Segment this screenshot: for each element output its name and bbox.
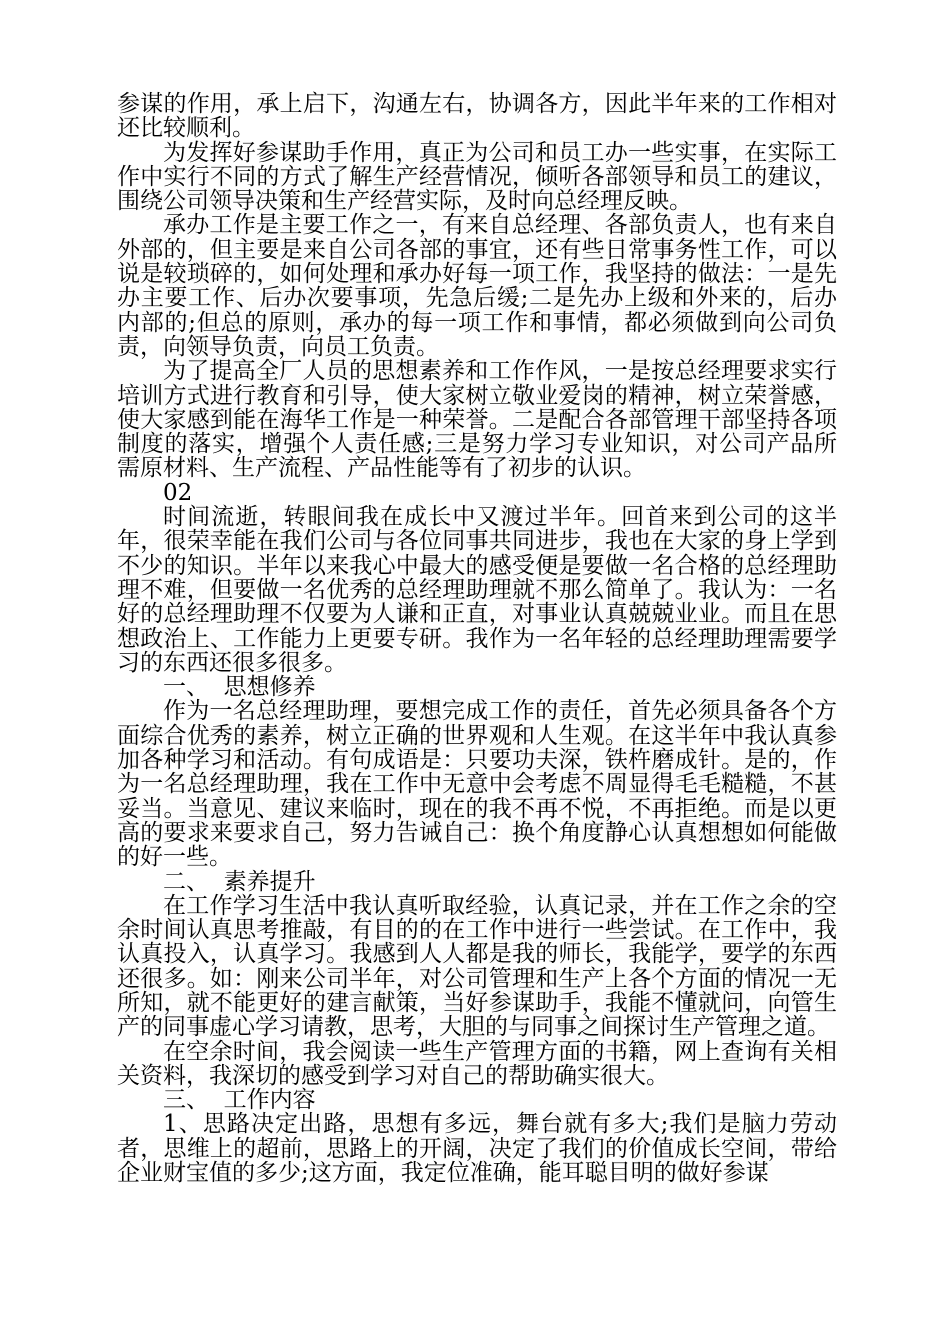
paragraph-undertaking-work: 承办工作是主要工作之一，有来自总经理、各部负责人，也有来自外部的，但主要是来自公司各部的事宜，还有些日常事务性工作，可以说是较琐碎的，如何处理和承办好每一项工作，我坚持的做法：一是先办主要工作、后办次要事项，先急后缓;二是先办上级和外来的，后办内部的;但总的原则，承办的每一项工作和事情，都必须做到向公司负责，向领导负责，向员工负责。	[117, 212, 837, 360]
paragraph-spare-time: 在空余时间，我会阅读一些生产管理方面的书籍，网上查询有关相关资料，我深切的感受到学习对自己的帮助确实很大。	[117, 1038, 837, 1089]
heading-quality-improvement: 二、 素养提升	[163, 868, 316, 895]
paragraph-half-year-review: 时间流逝，转眼间我在成长中又渡过半年。回首来到公司的这半年，很荣幸能在我们公司与各位同事共同进步，我也在大家的身上学到不少的知识。半年以来我心中最大的感受便是要做一名合格的总经理助理不难，但要做一名优秀的总经理助理就不那么简单了。我认为：一名好的总经理助理不仅要为人谦和正直，对事业认真兢兢业业。而且在思想政治上、工作能力上更要专研。我作为一名年轻的总经理助理需要学习的东西还很多很多。	[117, 504, 837, 676]
section-number: 02	[163, 479, 193, 506]
paragraph-learning: 在工作学习生活中我认真听取经验，认真记录，并在工作之余的空余时间认真思考推敲，有目的的在工作中进行一些尝试。在工作中，我认真投入，认真学习。我感到人人都是我的师长，我能学，要学的东西还很多。如：刚来公司半年，对公司管理和生产上各个方面的情况一无所知，就不能更好的建言献策，当好参谋助手，我能不懂就问，向管生产的同事虚心学习请教，思考，大胆的与同事之间探讨生产管理之道。	[117, 892, 837, 1041]
paragraph-ideology: 作为一名总经理助理，要想完成工作的责任，首先必须具备各个方面综合优秀的素养，树立正确的世界观和人生观。在这半年中我认真参加各种学习和活动。有句成语是：只要功夫深，铁杵磨成针。是的，作为一名总经理助理，我在工作中无意中会考虑不周显得毛毛糙糙，不甚妥当。当意见、建议来临时，现在的我不再不悦，不再拒绝。而是以更高的要求来要求自己，努力告诫自己：换个角度静心认真想想如何能做的好一些。	[117, 698, 837, 871]
paragraph-continuation: 参谋的作用，承上启下，沟通左右，协调各方，因此半年来的工作相对还比较顺利。	[117, 91, 837, 142]
heading-ideology: 一、 思想修养	[163, 674, 316, 701]
heading-work-content: 三、 工作内容	[163, 1087, 316, 1114]
paragraph-staff-quality: 为了提高全厂人员的思想素养和工作作风，一是按总经理要求实行培训方式进行教育和引导，使大家树立敬业爱岗的精神，树立荣誉感，使大家感到能在海华工作是一种荣誉。二是配合各部管理干部坚持各项制度的落实，增强个人责任感;三是努力学习专业知识，对公司产品所需原材料、生产流程、产品性能等有了初步的认识。	[117, 358, 837, 482]
paragraph-thinking: 1、思路决定出路，思想有多远，舞台就有多大;我们是脑力劳动者，思维上的超前，思路上的开阔，决定了我们的价值成长空间，带给企业财宝值的多少;这方面，我定位准确，能耳聪目明的做好参谋	[117, 1111, 837, 1187]
paragraph-advisor-role: 为发挥好参谋助手作用，真正为公司和员工办一些实事，在实际工作中实行不同的方式了解生产经营情况，倾听各部领导和员工的建议，围绕公司领导决策和生产经营实际，及时向总经理反映。	[117, 139, 837, 215]
document-page	[117, 92, 837, 1185]
